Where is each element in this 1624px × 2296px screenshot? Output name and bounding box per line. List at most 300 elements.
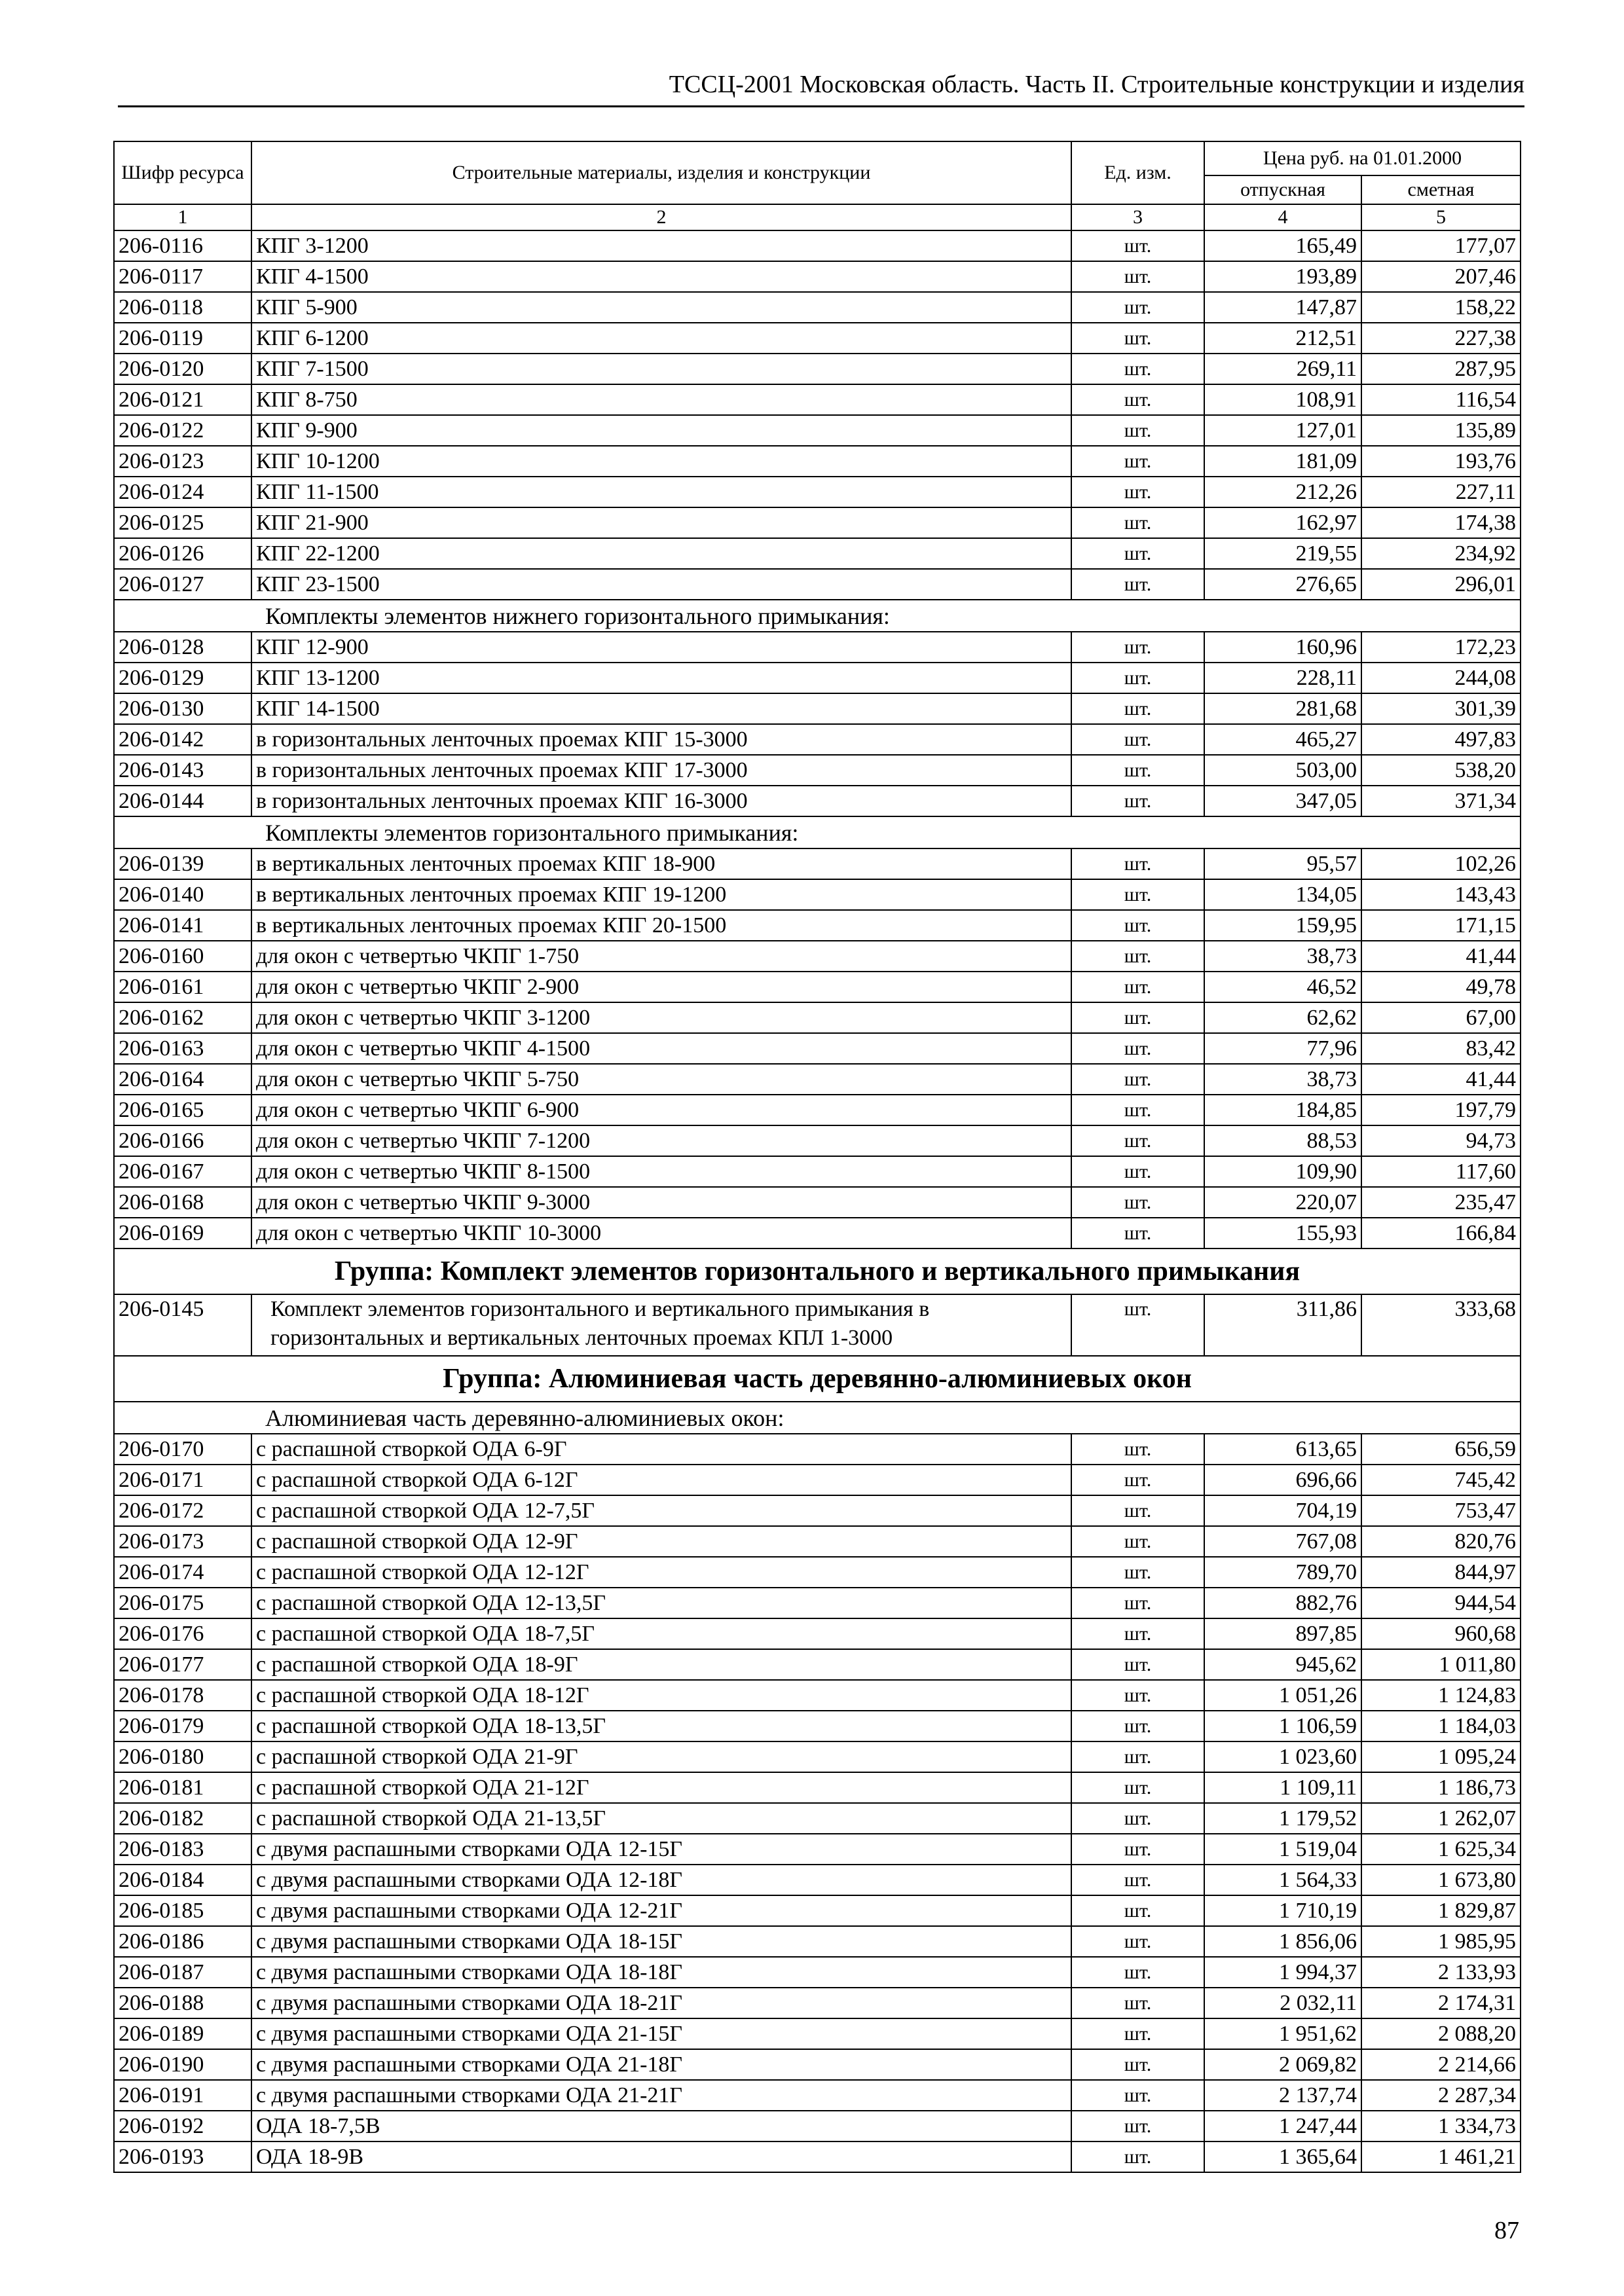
table-row [114,1187,1521,1218]
unit-cell: шт. [1071,1557,1204,1588]
item-name: с распашной створкой ОДА 12-7,5Г [251,1495,1071,1526]
table-row [114,354,1521,384]
unit-cell: шт. [1071,1187,1204,1218]
item-name: КПГ 3-1200 [251,230,1071,261]
resource-code: 206-0193 [114,2141,251,2172]
release-price: 945,62 [1204,1649,1361,1680]
release-price: 1 247,44 [1204,2111,1361,2141]
unit-cell: шт. [1071,755,1204,786]
estimate-price: 158,22 [1361,292,1521,323]
table-row [114,415,1521,446]
estimate-price: 197,79 [1361,1095,1521,1125]
table-row [114,1803,1521,1834]
estimate-price: 143,43 [1361,879,1521,910]
column-number: 4 [1204,204,1361,230]
item-name: КПГ 8-750 [251,384,1071,415]
estimate-price: 193,76 [1361,446,1521,477]
item-name: в вертикальных ленточных проемах КПГ 19-1200 [251,879,1071,910]
table-row [114,972,1521,1002]
unit-cell: шт. [1071,1495,1204,1526]
unit-cell: шт. [1071,1865,1204,1895]
unit-cell: шт. [1071,910,1204,941]
unit-cell: шт. [1071,693,1204,724]
unit-cell: шт. [1071,2018,1204,2049]
table-row [114,1002,1521,1033]
release-price: 88,53 [1204,1125,1361,1156]
estimate-price: 497,83 [1361,724,1521,755]
release-price: 2 032,11 [1204,1988,1361,2018]
estimate-price: 94,73 [1361,1125,1521,1156]
unit-cell: шт. [1071,1033,1204,1064]
item-name: с распашной створкой ОДА 12-12Г [251,1557,1071,1588]
table-row [114,446,1521,477]
estimate-price: 753,47 [1361,1495,1521,1526]
column-header-name: Строительные материалы, изделия и конструкции [251,141,1071,204]
unit-cell: шт. [1071,1772,1204,1803]
release-price: 1 179,52 [1204,1803,1361,1834]
table-row [114,507,1521,538]
release-price: 789,70 [1204,1557,1361,1588]
resource-code: 206-0163 [114,1033,251,1064]
estimate-price: 135,89 [1361,415,1521,446]
table-row [114,879,1521,910]
resource-code: 206-0123 [114,446,251,477]
unit-cell: шт. [1071,1649,1204,1680]
estimate-price: 820,76 [1361,1526,1521,1557]
unit-cell: шт. [1071,323,1204,354]
estimate-price: 2 133,93 [1361,1957,1521,1988]
release-price: 159,95 [1204,910,1361,941]
column-number: 5 [1361,204,1521,230]
unit-cell: шт. [1071,230,1204,261]
item-name: с распашной створкой ОДА 12-13,5Г [251,1588,1071,1618]
estimate-price: 2 287,34 [1361,2080,1521,2111]
unit-cell: шт. [1071,1064,1204,1095]
release-price: 212,26 [1204,477,1361,507]
resource-code: 206-0174 [114,1557,251,1588]
table-row [114,1772,1521,1803]
estimate-price: 1 262,07 [1361,1803,1521,1834]
table-row [114,1033,1521,1064]
resource-code: 206-0128 [114,632,251,663]
resource-code: 206-0182 [114,1803,251,1834]
resource-code: 206-0177 [114,1649,251,1680]
table-row [114,1895,1521,1926]
estimate-price: 944,54 [1361,1588,1521,1618]
item-name: с двумя распашными створками ОДА 21-21Г [251,2080,1071,2111]
resource-code: 206-0165 [114,1095,251,1125]
section-heading-row [114,600,1521,632]
unit-cell: шт. [1071,1618,1204,1649]
unit-cell: шт. [1071,1895,1204,1926]
item-name: ОДА 18-7,5В [251,2111,1071,2141]
resource-code: 206-0130 [114,693,251,724]
release-price: 882,76 [1204,1588,1361,1618]
item-name: КПГ 22-1200 [251,538,1071,569]
table-row [114,1495,1521,1526]
release-price: 767,08 [1204,1526,1361,1557]
table-row [114,538,1521,569]
unit-cell: шт. [1071,786,1204,816]
estimate-price: 116,54 [1361,384,1521,415]
resource-code: 206-0172 [114,1495,251,1526]
release-price: 897,85 [1204,1618,1361,1649]
table-body [114,230,1521,2172]
resource-code: 206-0126 [114,538,251,569]
item-name: КПГ 9-900 [251,415,1071,446]
item-name: с двумя распашными створками ОДА 21-15Г [251,2018,1071,2049]
item-name: с распашной створкой ОДА 18-7,5Г [251,1618,1071,1649]
table-row [114,1526,1521,1557]
release-price: 127,01 [1204,415,1361,446]
unit-cell: шт. [1071,879,1204,910]
item-name: с распашной створкой ОДА 6-12Г [251,1465,1071,1495]
item-name: с двумя распашными створками ОДА 21-18Г [251,2049,1071,2080]
table-row [114,1064,1521,1095]
table-row [114,663,1521,693]
table-row [114,1125,1521,1156]
column-header-release: отпускная [1204,175,1361,204]
table-row [114,1557,1521,1588]
unit-cell: шт. [1071,1834,1204,1865]
table-row [114,2141,1521,2172]
release-price: 62,62 [1204,1002,1361,1033]
table-row [114,724,1521,755]
resource-code: 206-0183 [114,1834,251,1865]
column-header-unit: Ед. изм. [1071,141,1204,204]
table-row [114,1156,1521,1187]
item-name: с двумя распашными створками ОДА 18-15Г [251,1926,1071,1957]
resource-code: 206-0173 [114,1526,251,1557]
item-name: в вертикальных ленточных проемах КПГ 18-900 [251,848,1071,879]
resource-code: 206-0116 [114,230,251,261]
item-name: КПГ 5-900 [251,292,1071,323]
item-name: КПГ 23-1500 [251,569,1071,600]
estimate-price: 67,00 [1361,1002,1521,1033]
section-heading: Комплекты элементов нижнего горизонтального примыкания: [114,600,1521,632]
release-price: 311,86 [1204,1294,1361,1356]
estimate-price: 49,78 [1361,972,1521,1002]
resource-code: 206-0161 [114,972,251,1002]
estimate-price: 166,84 [1361,1218,1521,1248]
estimate-price: 234,92 [1361,538,1521,569]
item-name: для окон с четвертью ЧКПГ 9-3000 [251,1187,1071,1218]
release-price: 696,66 [1204,1465,1361,1495]
estimate-price: 117,60 [1361,1156,1521,1187]
item-name: с двумя распашными створками ОДА 12-15Г [251,1834,1071,1865]
release-price: 38,73 [1204,941,1361,972]
estimate-price: 333,68 [1361,1294,1521,1356]
unit-cell: шт. [1071,1294,1204,1356]
resource-code: 206-0186 [114,1926,251,1957]
table-row [114,1865,1521,1895]
release-price: 503,00 [1204,755,1361,786]
resource-code: 206-0180 [114,1741,251,1772]
estimate-price: 207,46 [1361,261,1521,292]
column-header-price-group: Цена руб. на 01.01.2000 [1204,141,1521,175]
item-name: для окон с четвертью ЧКПГ 3-1200 [251,1002,1071,1033]
table-row [114,632,1521,663]
estimate-price: 1 095,24 [1361,1741,1521,1772]
unit-cell: шт. [1071,1465,1204,1495]
resource-code: 206-0125 [114,507,251,538]
resource-code: 206-0160 [114,941,251,972]
unit-cell: шт. [1071,2141,1204,2172]
unit-cell: шт. [1071,477,1204,507]
release-price: 1 856,06 [1204,1926,1361,1957]
price-table [113,141,1521,2173]
estimate-price: 287,95 [1361,354,1521,384]
resource-code: 206-0191 [114,2080,251,2111]
table-row [114,261,1521,292]
table-row [114,230,1521,261]
item-name: в вертикальных ленточных проемах КПГ 20-1500 [251,910,1071,941]
release-price: 1 994,37 [1204,1957,1361,1988]
item-name: КПГ 12-900 [251,632,1071,663]
group-heading: Группа: Комплект элементов горизонтального и вертикального примыкания [114,1248,1521,1294]
estimate-price: 83,42 [1361,1033,1521,1064]
release-price: 1 710,19 [1204,1895,1361,1926]
unit-cell: шт. [1071,1002,1204,1033]
group-heading: Группа: Алюминиевая часть деревянно-алюминиевых окон [114,1356,1521,1402]
resource-code: 206-0181 [114,1772,251,1803]
release-price: 465,27 [1204,724,1361,755]
resource-code: 206-0139 [114,848,251,879]
release-price: 228,11 [1204,663,1361,693]
unit-cell: шт. [1071,1803,1204,1834]
item-name: Комплект элементов горизонтального и вертикального примыкания в горизонтальных и вертикальных ленточных проемах КПЛ 1-3000 [251,1294,1071,1356]
unit-cell: шт. [1071,941,1204,972]
estimate-price: 235,47 [1361,1187,1521,1218]
table-row [114,1618,1521,1649]
table-row [114,693,1521,724]
item-name: с двумя распашными створками ОДА 12-21Г [251,1895,1071,1926]
release-price: 219,55 [1204,538,1361,569]
item-name: для окон с четвертью ЧКПГ 1-750 [251,941,1071,972]
table-row [114,569,1521,600]
unit-cell: шт. [1071,354,1204,384]
table-row [114,2049,1521,2080]
release-price: 613,65 [1204,1434,1361,1465]
release-price: 1 951,62 [1204,2018,1361,2049]
resource-code: 206-0141 [114,910,251,941]
section-heading-row [114,816,1521,848]
table-row [114,786,1521,816]
release-price: 46,52 [1204,972,1361,1002]
unit-cell: шт. [1071,1434,1204,1465]
estimate-price: 1 184,03 [1361,1711,1521,1741]
unit-cell: шт. [1071,1156,1204,1187]
item-name: с распашной створкой ОДА 21-9Г [251,1741,1071,1772]
release-price: 181,09 [1204,446,1361,477]
estimate-price: 296,01 [1361,569,1521,600]
estimate-price: 1 673,80 [1361,1865,1521,1895]
table-row [114,1649,1521,1680]
unit-cell: шт. [1071,2080,1204,2111]
estimate-price: 538,20 [1361,755,1521,786]
estimate-price: 844,97 [1361,1557,1521,1588]
unit-cell: шт. [1071,446,1204,477]
column-number: 2 [251,204,1071,230]
unit-cell: шт. [1071,2049,1204,2080]
item-name: для окон с четвертью ЧКПГ 10-3000 [251,1218,1071,1248]
release-price: 281,68 [1204,693,1361,724]
group-heading-row [114,1248,1521,1294]
item-name: КПГ 21-900 [251,507,1071,538]
table-row [114,1434,1521,1465]
table-row [114,2111,1521,2141]
estimate-price: 227,38 [1361,323,1521,354]
section-heading-row [114,1402,1521,1434]
group-heading-row [114,1356,1521,1402]
resource-code: 206-0145 [114,1294,251,1356]
column-number: 1 [114,204,251,230]
estimate-price: 1 625,34 [1361,1834,1521,1865]
unit-cell: шт. [1071,632,1204,663]
item-name: ОДА 18-9В [251,2141,1071,2172]
resource-code: 206-0169 [114,1218,251,1248]
unit-cell: шт. [1071,507,1204,538]
item-name: с двумя распашными створками ОДА 12-18Г [251,1865,1071,1895]
resource-code: 206-0140 [114,879,251,910]
page-number: 87 [1494,2217,1519,2244]
item-name: в горизонтальных ленточных проемах КПГ 16-3000 [251,786,1071,816]
estimate-price: 1 124,83 [1361,1680,1521,1711]
resource-code: 206-0120 [114,354,251,384]
resource-code: 206-0179 [114,1711,251,1741]
estimate-price: 656,59 [1361,1434,1521,1465]
column-header-estimate: сметная [1361,175,1521,204]
item-name: для окон с четвертью ЧКПГ 5-750 [251,1064,1071,1095]
unit-cell: шт. [1071,1957,1204,1988]
item-name: с распашной створкой ОДА 21-13,5Г [251,1803,1071,1834]
release-price: 220,07 [1204,1187,1361,1218]
item-name: с распашной створкой ОДА 12-9Г [251,1526,1071,1557]
unit-cell: шт. [1071,415,1204,446]
resource-code: 206-0192 [114,2111,251,2141]
table-row [114,1465,1521,1495]
item-name: с распашной створкой ОДА 18-9Г [251,1649,1071,1680]
estimate-price: 172,23 [1361,632,1521,663]
table-row [114,1294,1521,1356]
resource-code: 206-0189 [114,2018,251,2049]
unit-cell: шт. [1071,292,1204,323]
release-price: 108,91 [1204,384,1361,415]
resource-code: 206-0117 [114,261,251,292]
table-row [114,1957,1521,1988]
release-price: 269,11 [1204,354,1361,384]
table-row [114,1095,1521,1125]
release-price: 1 109,11 [1204,1772,1361,1803]
section-heading: Алюминиевая часть деревянно-алюминиевых окон: [114,1402,1521,1434]
release-price: 1 564,33 [1204,1865,1361,1895]
table-row [114,941,1521,972]
header-title: ТССЦ-2001 Московская область. Часть II. Строительные конструкции и изделия [669,71,1524,98]
release-price: 165,49 [1204,230,1361,261]
release-price: 134,05 [1204,879,1361,910]
estimate-price: 745,42 [1361,1465,1521,1495]
resource-code: 206-0119 [114,323,251,354]
release-price: 704,19 [1204,1495,1361,1526]
resource-code: 206-0178 [114,1680,251,1711]
resource-code: 206-0170 [114,1434,251,1465]
table-row [114,1741,1521,1772]
resource-code: 206-0121 [114,384,251,415]
release-price: 155,93 [1204,1218,1361,1248]
unit-cell: шт. [1071,1125,1204,1156]
estimate-price: 1 334,73 [1361,2111,1521,2141]
release-price: 147,87 [1204,292,1361,323]
estimate-price: 1 186,73 [1361,1772,1521,1803]
unit-cell: шт. [1071,663,1204,693]
release-price: 1 519,04 [1204,1834,1361,1865]
estimate-price: 1 461,21 [1361,2141,1521,2172]
table-row [114,755,1521,786]
table-row [114,1834,1521,1865]
unit-cell: шт. [1071,1095,1204,1125]
table-row [114,2080,1521,2111]
item-name: КПГ 4-1500 [251,261,1071,292]
unit-cell: шт. [1071,1680,1204,1711]
unit-cell: шт. [1071,2111,1204,2141]
item-name: с распашной створкой ОДА 18-13,5Г [251,1711,1071,1741]
estimate-price: 1 011,80 [1361,1649,1521,1680]
resource-code: 206-0144 [114,786,251,816]
item-name: с распашной створкой ОДА 21-12Г [251,1772,1071,1803]
table-row [114,323,1521,354]
table-row [114,1988,1521,2018]
item-name: с двумя распашными створками ОДА 18-18Г [251,1957,1071,1988]
release-price: 1 023,60 [1204,1741,1361,1772]
resource-code: 206-0129 [114,663,251,693]
item-name: с распашной створкой ОДА 18-12Г [251,1680,1071,1711]
table-row [114,2018,1521,2049]
table-row [114,1680,1521,1711]
unit-cell: шт. [1071,1711,1204,1741]
release-price: 1 106,59 [1204,1711,1361,1741]
estimate-price: 171,15 [1361,910,1521,941]
item-name: для окон с четвертью ЧКПГ 8-1500 [251,1156,1071,1187]
table-row [114,1926,1521,1957]
estimate-price: 2 214,66 [1361,2049,1521,2080]
resource-code: 206-0127 [114,569,251,600]
table-row [114,1218,1521,1248]
unit-cell: шт. [1071,1588,1204,1618]
estimate-price: 2 088,20 [1361,2018,1521,2049]
release-price: 38,73 [1204,1064,1361,1095]
resource-code: 206-0168 [114,1187,251,1218]
table-row [114,384,1521,415]
resource-code: 206-0122 [114,415,251,446]
estimate-price: 371,34 [1361,786,1521,816]
estimate-price: 41,44 [1361,1064,1521,1095]
release-price: 212,51 [1204,323,1361,354]
release-price: 162,97 [1204,507,1361,538]
item-name: для окон с четвертью ЧКПГ 2-900 [251,972,1071,1002]
item-name: КПГ 13-1200 [251,663,1071,693]
estimate-price: 227,11 [1361,477,1521,507]
estimate-price: 1 829,87 [1361,1895,1521,1926]
item-name: КПГ 7-1500 [251,354,1071,384]
item-name: в горизонтальных ленточных проемах КПГ 17-3000 [251,755,1071,786]
item-name: с двумя распашными створками ОДА 18-21Г [251,1988,1071,2018]
resource-code: 206-0162 [114,1002,251,1033]
unit-cell: шт. [1071,972,1204,1002]
release-price: 347,05 [1204,786,1361,816]
release-price: 2 069,82 [1204,2049,1361,2080]
unit-cell: шт. [1071,1988,1204,2018]
table-row [114,1588,1521,1618]
